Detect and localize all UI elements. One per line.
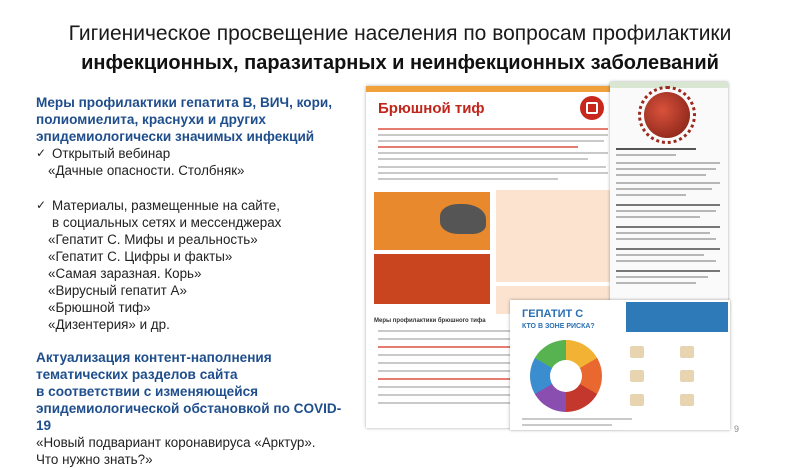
heading-covid (36, 349, 356, 434)
materials-label-line: Материалы, размещенные на сайте, (52, 198, 280, 213)
list-item: «Брюшной тиф» (48, 300, 151, 315)
hepatitis-c-title: ГЕПАТИТ С (522, 308, 584, 320)
covid-article (36, 434, 356, 468)
check-icon: ✓ (36, 198, 47, 212)
razor-icon (680, 346, 694, 358)
hepatitis-c-banner (626, 302, 728, 332)
world-map-icon (440, 204, 486, 234)
title-line-1: Гигиеническое просвещение населения по вопросам профилактики (68, 22, 732, 45)
heading-prevention-line: эпидемиологически значимых инфекций (36, 129, 315, 144)
syringe-icon (630, 346, 644, 358)
list-item: «Гепатит С. Мифы и реальность» (48, 232, 258, 247)
transmission-box (496, 190, 614, 282)
covid-article-screenshot (610, 82, 728, 312)
list-item: «Гепатит С. Цифры и факты» (48, 249, 233, 264)
webinar-title: «Дачные опасности. Столбняк» (48, 163, 245, 178)
hepatitis-c-subtitle: КТО В ЗОНЕ РИСКА? (522, 323, 595, 330)
materials-label-line: в социальных сетях и мессенджерах (52, 215, 282, 230)
dental-icon (680, 370, 694, 382)
materials-item (36, 197, 356, 231)
check-icon: ✓ (36, 146, 47, 160)
warning-box (374, 254, 490, 304)
materials-label (52, 197, 281, 231)
heading-covid-line: Актуализация контент-наполнения (36, 350, 272, 365)
materials-collage (366, 86, 730, 430)
title-line-2: инфекционных, паразитарных и неинфекционных заболеваний (81, 52, 719, 74)
list-item: «Вирусный гепатит А» (48, 283, 187, 298)
list-item: «Самая заразная. Корь» (48, 266, 202, 281)
risk-groups-wheel (530, 340, 602, 412)
blood-icon (680, 394, 694, 406)
typhoid-prevention-heading: Меры профилактики брюшного тифа (374, 318, 486, 324)
heading-prevention-line: полиомиелита, краснухи и других (36, 112, 266, 127)
heading-prevention-line: Меры профилактики гепатита В, ВИЧ, кори, (36, 95, 333, 110)
left-text-column (36, 94, 356, 468)
covid-article-line: «Новый подвариант коронавируса «Арктур». (36, 435, 316, 450)
page-number: 9 (734, 424, 740, 434)
webinar-label: Открытый вебинар (52, 146, 171, 161)
heading-covid-line: в соответствии с изменяющейся (36, 384, 259, 399)
webinar-item (36, 145, 356, 162)
manicure-icon (630, 394, 644, 406)
tattoo-icon (630, 370, 644, 382)
hepatitis-c-infographic (510, 300, 730, 430)
list-item: «Дизентерия» и др. (48, 317, 170, 332)
heading-covid-line: тематических разделов сайта (36, 367, 238, 382)
coronavirus-icon (644, 92, 690, 138)
heading-covid-line: эпидемиологической обстановкой по COVID-19 (36, 401, 342, 433)
rospotrebnadzor-logo-icon (580, 96, 604, 120)
heading-prevention (36, 94, 356, 145)
materials-list (36, 231, 356, 333)
typhoid-leaflet-title: Брюшной тиф (378, 100, 485, 117)
covid-article-line: Что нужно знать?» (36, 452, 153, 467)
slide-title (0, 20, 800, 77)
